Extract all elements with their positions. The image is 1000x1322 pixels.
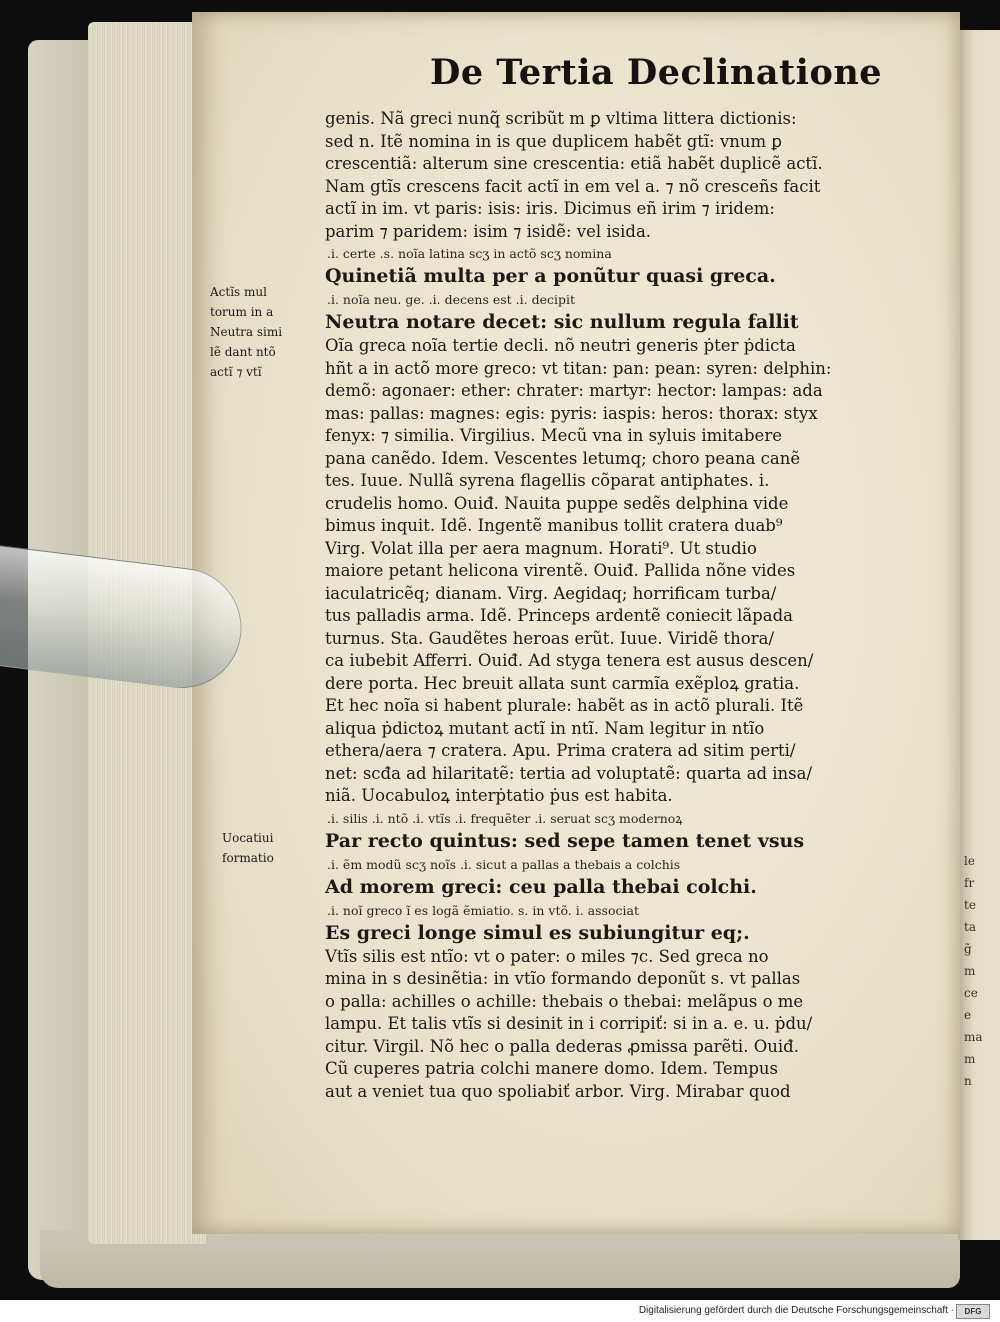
text-line: Oĩa greca noĩa tertie decli. nõ neutri generis ṗter ṗdicta <box>325 336 796 355</box>
text-line: turnus. Sta. Gaudẽtes heroas erũt. Iuue. Viridẽ thora/ <box>325 628 774 648</box>
gloss-line: .i. ẽm modũ scʒ noĩs .i. sicut a pallas a thebais a colchis <box>327 856 681 872</box>
facing-page-fragment: m <box>964 1052 976 1066</box>
text-line: maiore petant helicona virentẽ. Ouiđ. Pallida nõne vides <box>325 561 796 580</box>
text-line: dere porta. Hec breuit allata sunt carmĩa exẽploꝝ gratia. <box>325 673 800 693</box>
text-line: aliqua ṗdictoꝝ mutant actĩ in ntĩ. Nam legitur in ntĩo <box>325 718 765 738</box>
text-line: citur. Virgil. Nõ hec o palla dederas ꝓmissa parẽti. Ouiđ. <box>325 1036 799 1056</box>
text-line: bimus inquit. Idẽ. Ingentẽ manibus tollit cratera duab⁹ <box>325 516 783 535</box>
facing-page-fragment: fr <box>964 876 975 890</box>
text-line: crudelis homo. Ouiđ. Nauita puppe sedẽs delphina vide <box>325 493 789 513</box>
verse-line: Par recto quintus: sed sepe tamen tenet vsus <box>325 829 805 852</box>
text-line: iaculatricẽq; dianam. Virg. Aegidaq; horrificam turba/ <box>325 583 777 603</box>
facing-page-edge <box>958 30 1000 1240</box>
facing-page-fragment: m <box>964 964 976 978</box>
main-text-block <box>325 108 907 1103</box>
facing-page-fragment: ta <box>964 920 976 934</box>
text-line: Vtĩs silis est ntĩo: vt o pater: o miles ⁊c. Sed greca no <box>325 946 769 966</box>
facing-page-fragment: ma <box>964 1030 983 1044</box>
text-line: Nam gtĩs crescens facit actĩ in em vel a. ⁊ nõ cresceñs facit <box>325 176 821 196</box>
text-line: aut a veniet tua quo spoliabiť arbor. Virg. Mirabar quod <box>325 1081 791 1101</box>
text-line: demõ: agonaer: ether: chrater: martyr: hector: lampas: ada <box>325 381 823 400</box>
text-line: tus palladis arma. Idẽ. Princeps ardentẽ coniecit lãpada <box>325 606 793 625</box>
margin-notes-lower <box>222 828 318 868</box>
facing-page-fragment: g̃ <box>964 942 972 956</box>
funding-credit: Digitalisierung gefördert durch die Deutsche Forschungsgemeinschaft · <box>638 1305 954 1316</box>
text-line: fenyx: ⁊ similia. Virgilius. Mecũ vna in syluis imitabere <box>325 426 782 445</box>
margin-note: formatio <box>222 851 274 865</box>
verse-line: Quinetiã multa per a ponũtur quasi greca. <box>325 265 776 287</box>
footer-bar <box>0 1300 1000 1322</box>
verse-line: Es greci longe simul es subiungitur eq;. <box>325 921 750 944</box>
text-line: Cũ cuperes patria colchi manere domo. Idem. Tempus <box>325 1059 778 1078</box>
gloss-line: .i. noĩa neu. ge. .i. decens est .i. decipit <box>327 292 576 307</box>
text-line: Virg. Volat illa per aera magnum. Horati⁹. Ut studio <box>325 538 757 558</box>
facing-page-fragment: le <box>964 854 975 868</box>
text-line: lampu. Et talis vtĩs si desinit in i corripiť: si in a. e. u. ṗdu/ <box>325 1014 813 1033</box>
text-line: sed n. Itẽ nomina in is que duplicem habẽt gtĩ: vnum ꝑ <box>325 131 782 151</box>
verse-line: Neutra notare decet: sic nullum regula fallit <box>325 311 799 333</box>
text-line: ca iubebit Afferri. Ouiđ. Ad styga tenera est ausus descen/ <box>325 651 814 670</box>
gloss-line: .i. noĩ greco ĩ es logã ẽmiatio. s. in vtõ. i. associat <box>327 902 639 918</box>
margin-notes-upper <box>210 282 318 382</box>
margin-note: torum in a <box>210 305 274 319</box>
text-line: parim ⁊ paridem: isim ⁊ isidẽ: vel isida. <box>325 221 652 241</box>
margin-note: Actĩs mul <box>210 285 267 299</box>
facing-page-fragment: te <box>964 898 976 912</box>
dfg-logo: DFG <box>956 1304 990 1319</box>
text-line: Et hec noĩa si habent plurale: habẽt as in actõ plurali. Itẽ <box>325 696 804 715</box>
margin-note: lẽ dant ntõ <box>210 345 276 359</box>
running-head: De Tertia Declinatione <box>430 52 883 93</box>
text-line: niã. Uocabuloꝝ interṗtatio ṗus est habita. <box>325 786 673 805</box>
text-line: hñt a in actõ more greco: vt titan: pan: pean: syren: delphin: <box>325 358 832 378</box>
text-line: pana canẽdo. Idem. Vescentes letumq; choro peana canẽ <box>325 448 801 468</box>
text-line: ethera/aera ⁊ cratera. Apu. Prima cratera ad sitim perti/ <box>325 741 796 760</box>
facing-page-fragments <box>964 850 998 1092</box>
facing-page-fragment: ce <box>964 986 978 1000</box>
margin-note: Uocatiui <box>222 831 274 845</box>
gloss-line: .i. certe .s. noĩa latina scʒ in actõ scʒ nomina <box>327 246 612 261</box>
facing-page-fragment: n <box>964 1074 972 1088</box>
text-line: tes. Iuue. Nullã syrena flagellis cõparat antiphates. i. <box>325 471 770 490</box>
text-line: net: scđa ad hilaritatẽ: tertia ad voluptatẽ: quarta ad insa/ <box>325 763 813 783</box>
verse-line: Ad morem greci: ceu palla thebai colchi. <box>325 875 757 898</box>
text-line: crescentiã: alterum sine crescentia: etiã habẽt duplicẽ actĩ. <box>325 154 823 173</box>
text-line: actĩ in im. vt paris: isis: iris. Dicimus eñ irim ⁊ iridem: <box>325 199 775 218</box>
facing-page-fragment: e <box>964 1008 972 1022</box>
margin-note: actĩ ⁊ vtĩ <box>210 365 262 379</box>
gloss-line: .i. silis .i. ntõ .i. vtĩs .i. frequẽter .i. seruat scʒ modernoꝝ <box>327 810 683 826</box>
text-line: o palla: achilles o achille: thebais o thebai: melãpus o me <box>325 991 804 1011</box>
text-line: genis. Nã greci nunq̃ scribũt m ꝑ vltima littera dictionis: <box>325 109 797 128</box>
text-line: mina in s desinẽtia: in vtĩo formando deponũt s. vt pallas <box>325 969 801 988</box>
text-line: mas: pallas: magnes: egis: pyris: iaspis: heros: thorax: styx <box>325 403 818 423</box>
margin-note: Neutra simi <box>210 325 283 339</box>
